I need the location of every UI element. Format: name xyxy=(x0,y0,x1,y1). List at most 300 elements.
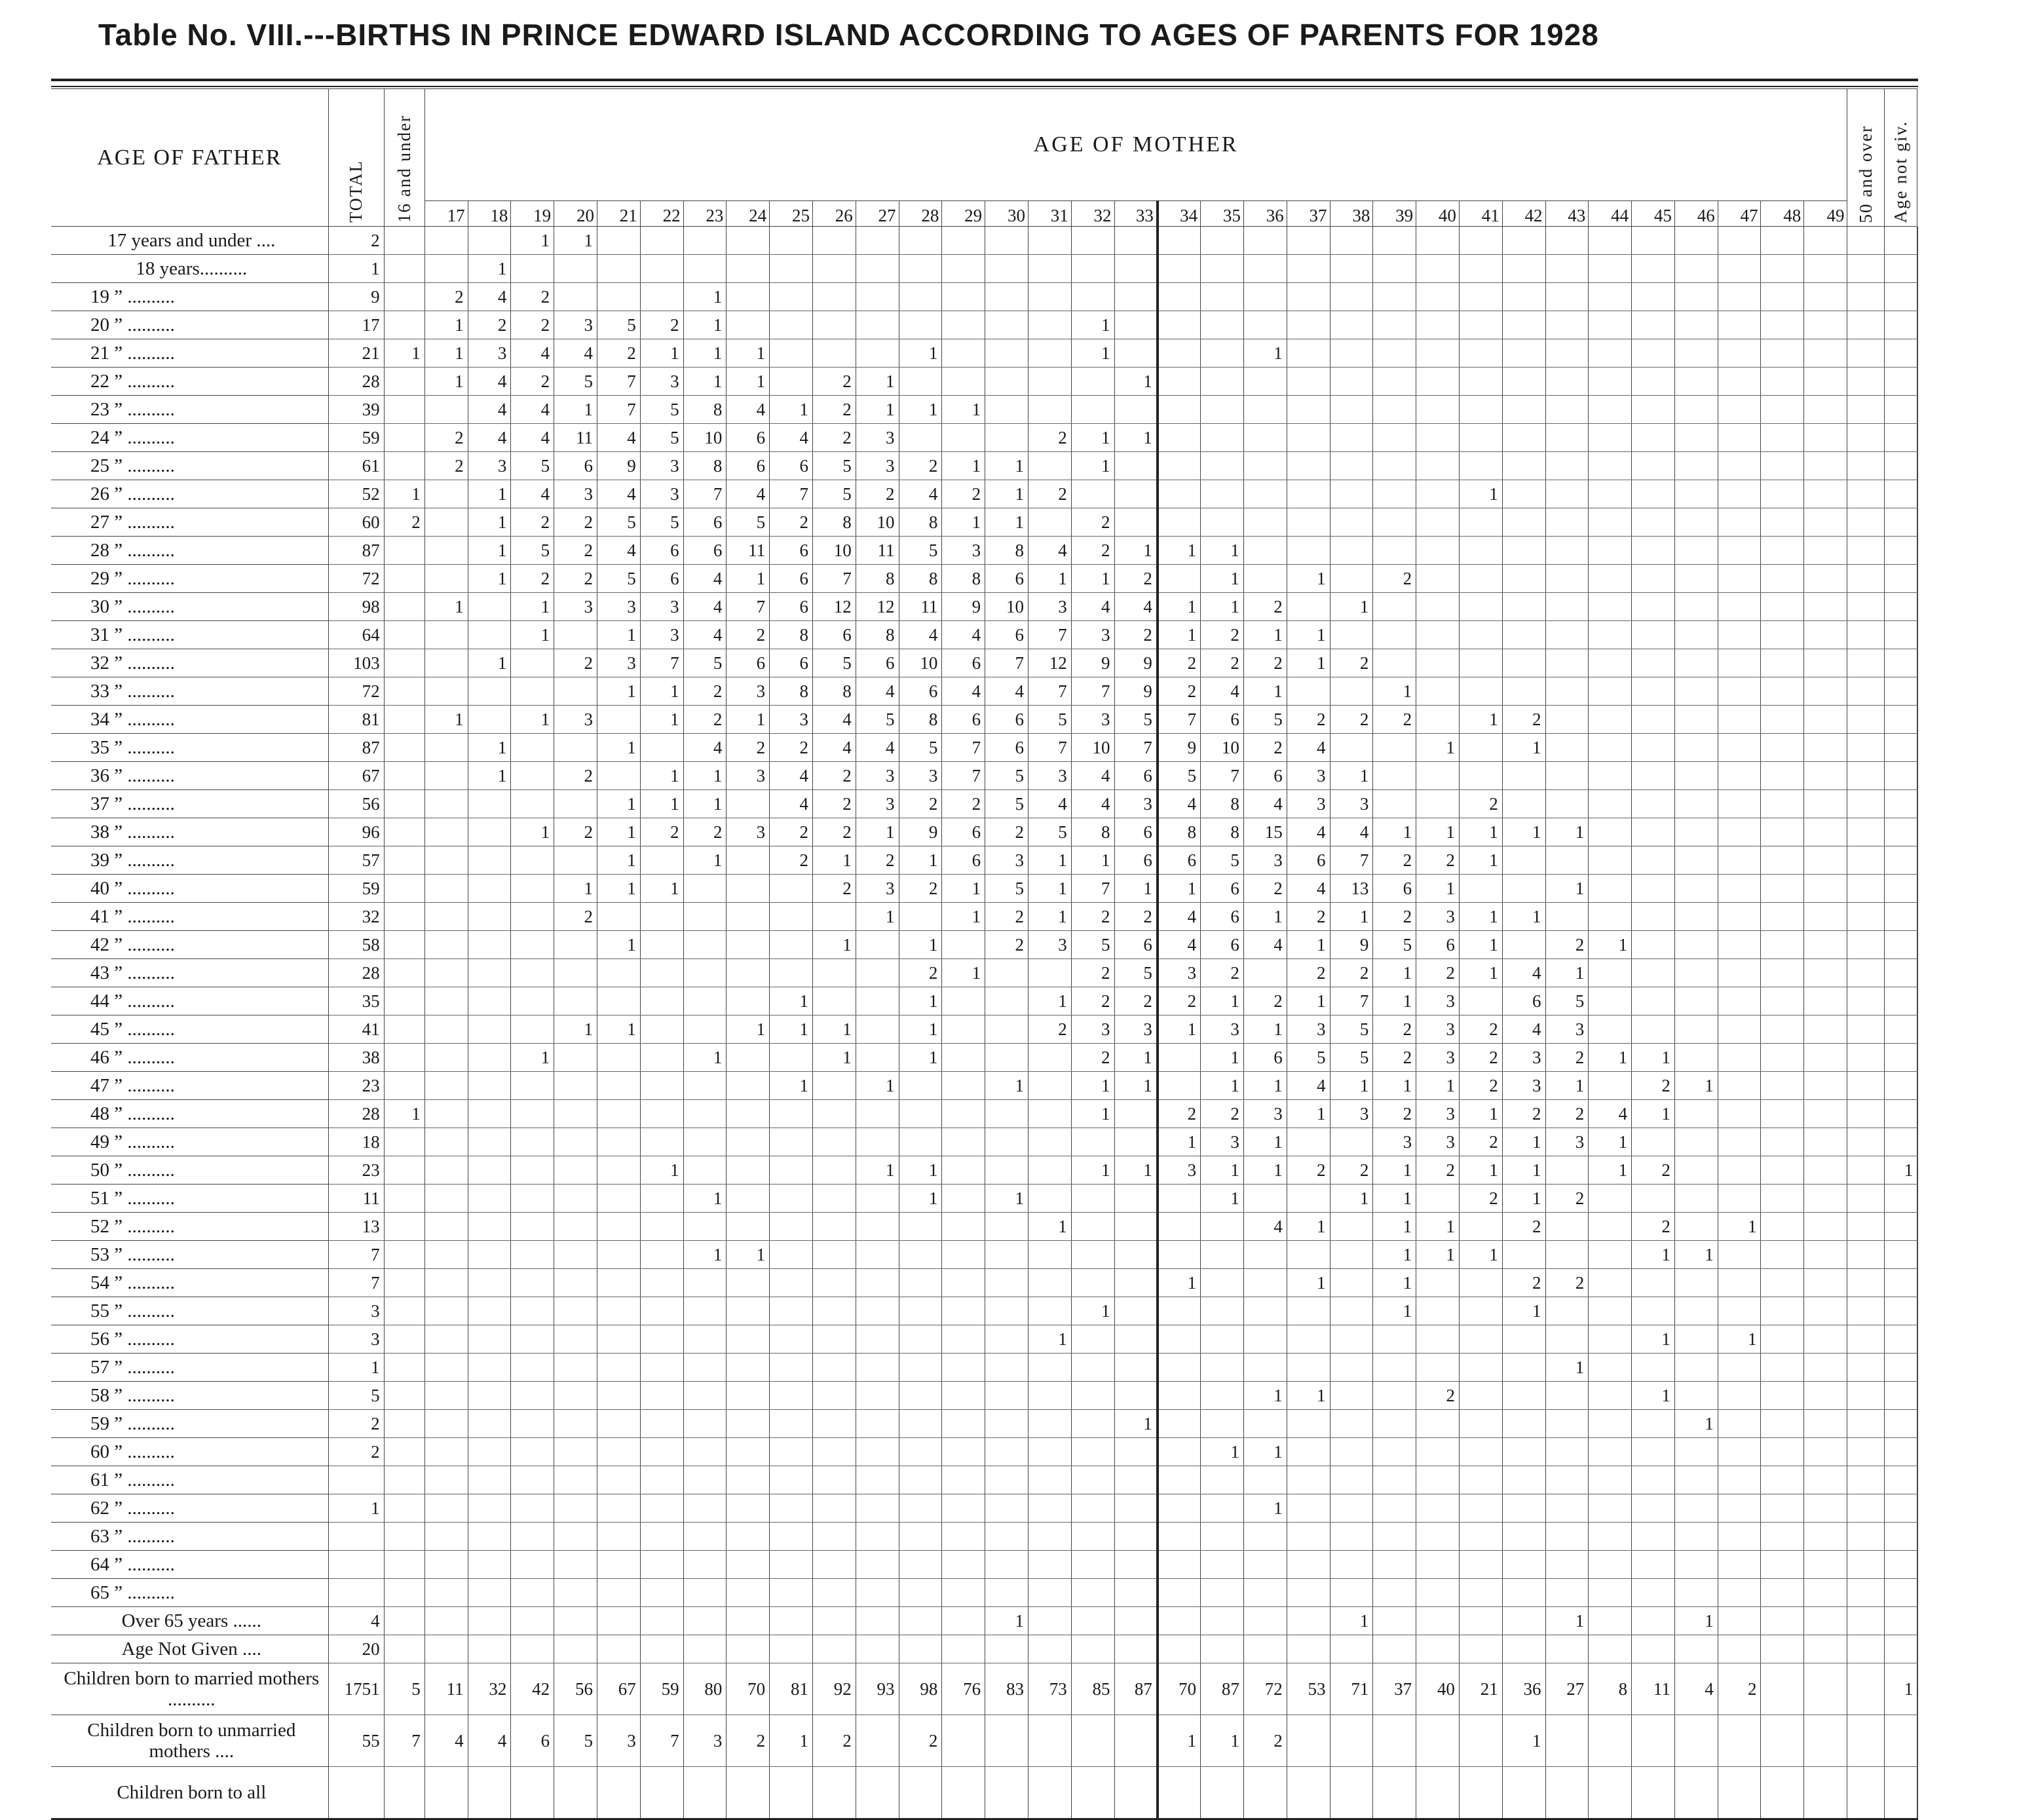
count-cell: 5 xyxy=(812,649,856,677)
count-cell xyxy=(899,1128,942,1156)
count-cell xyxy=(511,1607,554,1635)
count-cell: 1 xyxy=(1885,1156,1917,1185)
count-cell: 3 xyxy=(597,1715,640,1767)
count-cell: 3 xyxy=(1416,1128,1460,1156)
father-age-label: 42 ” .......... xyxy=(51,931,328,959)
count-cell xyxy=(683,1579,726,1607)
count-cell xyxy=(1287,1438,1330,1466)
count-cell xyxy=(1243,1269,1287,1297)
count-cell xyxy=(1330,1466,1373,1494)
count-cell: 3 xyxy=(1416,1044,1460,1072)
count-cell xyxy=(554,1241,597,1269)
count-cell xyxy=(1071,1128,1114,1156)
count-cell xyxy=(1028,255,1071,283)
count-cell xyxy=(425,480,468,508)
count-cell xyxy=(384,1354,425,1382)
count-cell xyxy=(1459,1297,1502,1325)
count-cell xyxy=(899,1494,942,1523)
count-cell xyxy=(1804,903,1847,931)
count-cell: 6 xyxy=(985,706,1028,734)
count-cell: 1 xyxy=(1502,1156,1545,1185)
count-cell xyxy=(1459,677,1502,706)
count-cell xyxy=(1804,734,1847,762)
count-cell xyxy=(1459,875,1502,903)
count-cell: 1 xyxy=(1071,1156,1114,1185)
count-cell xyxy=(1459,987,1502,1015)
father-age-label: 60 ” .......... xyxy=(51,1438,328,1466)
count-cell xyxy=(1330,677,1373,706)
count-cell: 1 xyxy=(856,1156,899,1185)
count-cell xyxy=(1287,1410,1330,1438)
count-cell xyxy=(1416,480,1460,508)
count-cell xyxy=(511,790,554,818)
count-cell: 2 xyxy=(1071,1044,1114,1072)
count-cell xyxy=(554,1438,597,1466)
count-cell: 2 xyxy=(640,311,683,339)
count-cell: 1 xyxy=(1243,1494,1287,1523)
count-cell xyxy=(425,396,468,424)
count-cell: 1 xyxy=(1071,424,1114,452)
count-cell xyxy=(1804,1382,1847,1410)
count-cell: 4 xyxy=(511,396,554,424)
count-cell xyxy=(1674,903,1718,931)
count-cell xyxy=(1847,1128,1885,1156)
count-cell xyxy=(1847,1156,1885,1185)
count-cell xyxy=(899,368,942,396)
count-cell xyxy=(1287,1551,1330,1579)
count-cell xyxy=(1674,706,1718,734)
father-age-label: 37 ” .......... xyxy=(51,790,328,818)
row-total: 72 xyxy=(328,565,384,593)
table-row xyxy=(51,1015,1918,1044)
count-cell xyxy=(1459,1325,1502,1354)
count-cell xyxy=(1287,452,1330,480)
count-cell xyxy=(726,283,770,311)
count-cell xyxy=(1373,1438,1416,1466)
count-cell xyxy=(1718,818,1761,846)
count-cell xyxy=(856,1297,899,1325)
father-age-label: 55 ” .......... xyxy=(51,1297,328,1325)
count-cell xyxy=(1158,1438,1201,1466)
count-cell xyxy=(425,1354,468,1382)
count-cell: 1 xyxy=(856,1072,899,1100)
count-cell: 6 xyxy=(942,846,985,875)
count-cell xyxy=(1028,1466,1071,1494)
count-cell xyxy=(1632,283,1675,311)
table-row xyxy=(51,931,1918,959)
count-cell xyxy=(1917,621,1918,649)
count-cell: 2 xyxy=(899,452,942,480)
count-cell xyxy=(1028,396,1071,424)
count-cell xyxy=(1847,875,1885,903)
count-cell: 1 xyxy=(1373,1297,1416,1325)
count-cell xyxy=(1674,1635,1718,1663)
count-cell xyxy=(856,931,899,959)
row-total: 87 xyxy=(328,734,384,762)
count-cell: 87 xyxy=(1201,1663,1244,1715)
count-cell xyxy=(1158,1354,1201,1382)
count-cell: 4 xyxy=(856,677,899,706)
count-cell xyxy=(1114,508,1158,537)
count-cell xyxy=(1287,339,1330,368)
count-cell xyxy=(1158,368,1201,396)
count-cell xyxy=(1761,1156,1804,1185)
count-cell: 8 xyxy=(812,508,856,537)
count-cell xyxy=(683,1015,726,1044)
count-cell: 8 xyxy=(899,508,942,537)
count-cell xyxy=(384,1156,425,1185)
count-cell: 10 xyxy=(985,593,1028,621)
count-cell xyxy=(1589,1072,1632,1100)
table-row xyxy=(51,1128,1918,1156)
count-cell: 2 xyxy=(425,452,468,480)
count-cell: 4 xyxy=(468,1715,511,1767)
count-cell xyxy=(1804,790,1847,818)
count-cell xyxy=(1589,762,1632,790)
count-cell xyxy=(1502,255,1545,283)
table-row xyxy=(51,424,1918,452)
count-cell xyxy=(511,875,554,903)
count-cell xyxy=(899,1100,942,1128)
row-total: 60 xyxy=(328,508,384,537)
count-cell xyxy=(1502,1325,1545,1354)
count-cell xyxy=(1330,537,1373,565)
count-cell xyxy=(812,1438,856,1466)
count-cell xyxy=(1917,1466,1918,1494)
row-total: 64 xyxy=(328,621,384,649)
count-cell xyxy=(1028,1438,1071,1466)
count-cell: 8 xyxy=(985,537,1028,565)
count-cell: 1 xyxy=(1158,1269,1201,1297)
count-cell xyxy=(640,1494,683,1523)
count-cell: 92 xyxy=(812,1663,856,1715)
count-cell xyxy=(942,1551,985,1579)
count-cell xyxy=(1114,227,1158,255)
count-cell: 5 xyxy=(1071,931,1114,959)
count-cell xyxy=(1761,1494,1804,1523)
count-cell xyxy=(468,1100,511,1128)
count-cell xyxy=(1885,790,1917,818)
count-cell xyxy=(1459,452,1502,480)
count-cell: 1 xyxy=(985,508,1028,537)
count-cell xyxy=(1847,790,1885,818)
count-cell: 8 xyxy=(1201,818,1244,846)
count-cell xyxy=(640,1354,683,1382)
count-cell xyxy=(726,959,770,987)
count-cell xyxy=(1114,255,1158,283)
row-total: 1 xyxy=(328,1494,384,1523)
count-cell xyxy=(1330,368,1373,396)
count-cell xyxy=(511,734,554,762)
count-cell: 5 xyxy=(640,424,683,452)
count-cell xyxy=(1847,1100,1885,1128)
count-cell: 1 xyxy=(1373,987,1416,1015)
count-cell xyxy=(468,818,511,846)
count-cell xyxy=(1114,1715,1158,1767)
count-cell xyxy=(1545,1241,1589,1269)
top-rule-thin xyxy=(51,86,1918,87)
count-cell xyxy=(554,1044,597,1072)
count-cell: 3 xyxy=(1545,1015,1589,1044)
count-cell xyxy=(1917,1494,1918,1523)
count-cell xyxy=(640,987,683,1015)
row-total: 7 xyxy=(328,1241,384,1269)
count-cell: 1 xyxy=(942,903,985,931)
count-cell xyxy=(1917,255,1918,283)
count-cell: 7 xyxy=(812,565,856,593)
count-cell: 7 xyxy=(1071,875,1114,903)
count-cell xyxy=(384,621,425,649)
count-cell: 1 xyxy=(425,706,468,734)
count-cell xyxy=(812,1269,856,1297)
count-cell: 1 xyxy=(468,762,511,790)
count-cell: 3 xyxy=(597,593,640,621)
count-cell xyxy=(856,1269,899,1297)
count-cell: 2 xyxy=(1459,1015,1502,1044)
count-cell xyxy=(726,227,770,255)
count-cell xyxy=(1917,565,1918,593)
count-cell: 1 xyxy=(1158,621,1201,649)
count-cell: 2 xyxy=(1502,706,1545,734)
count-cell xyxy=(1416,452,1460,480)
count-cell xyxy=(1674,424,1718,452)
count-cell xyxy=(985,368,1028,396)
count-cell xyxy=(856,1044,899,1072)
row-total xyxy=(328,1579,384,1607)
count-cell xyxy=(640,1579,683,1607)
count-cell xyxy=(425,1044,468,1072)
count-cell: 4 xyxy=(554,339,597,368)
count-cell xyxy=(1243,1466,1287,1494)
count-cell: 3 xyxy=(856,790,899,818)
count-cell xyxy=(856,255,899,283)
count-cell xyxy=(683,1410,726,1438)
father-age-label: 48 ” .......... xyxy=(51,1100,328,1128)
count-cell: 7 xyxy=(942,762,985,790)
count-cell: 4 xyxy=(468,396,511,424)
count-cell xyxy=(1917,1213,1918,1241)
count-cell xyxy=(1373,1354,1416,1382)
count-cell xyxy=(1632,1523,1675,1551)
count-cell xyxy=(1071,1382,1114,1410)
count-cell xyxy=(1804,1607,1847,1635)
count-cell xyxy=(812,987,856,1015)
count-cell xyxy=(1885,677,1917,706)
count-cell xyxy=(1674,311,1718,339)
count-cell: 1 xyxy=(468,537,511,565)
count-cell xyxy=(942,424,985,452)
count-cell xyxy=(1761,621,1804,649)
count-cell xyxy=(985,1297,1028,1325)
count-cell xyxy=(1459,1715,1502,1767)
count-cell xyxy=(1804,677,1847,706)
count-cell xyxy=(1416,368,1460,396)
count-cell: 1 xyxy=(1416,1213,1460,1241)
count-cell xyxy=(770,1354,813,1382)
count-cell xyxy=(683,1269,726,1297)
father-age-label: 18 years.......... xyxy=(51,255,328,283)
count-cell xyxy=(985,339,1028,368)
count-cell xyxy=(511,1382,554,1410)
count-cell xyxy=(1459,424,1502,452)
count-cell xyxy=(1674,1015,1718,1044)
count-cell xyxy=(899,227,942,255)
count-cell: 7 xyxy=(1028,621,1071,649)
count-cell xyxy=(1330,1551,1373,1579)
count-cell xyxy=(425,621,468,649)
count-cell xyxy=(856,1128,899,1156)
row-total: 28 xyxy=(328,368,384,396)
count-cell: 3 xyxy=(1071,1015,1114,1044)
count-cell: 1 xyxy=(726,565,770,593)
count-cell xyxy=(1917,1100,1918,1128)
count-cell: 2 xyxy=(1373,706,1416,734)
count-cell: 3 xyxy=(683,1715,726,1767)
count-cell xyxy=(1761,1269,1804,1297)
count-cell xyxy=(1287,1579,1330,1607)
count-cell xyxy=(1885,508,1917,537)
count-cell: 2 xyxy=(770,818,813,846)
count-cell: 4 xyxy=(1287,875,1330,903)
count-cell xyxy=(1885,931,1917,959)
count-cell xyxy=(985,1354,1028,1382)
count-cell xyxy=(468,1579,511,1607)
count-cell: 4 xyxy=(1287,818,1330,846)
count-cell xyxy=(1545,255,1589,283)
count-cell xyxy=(726,1044,770,1072)
count-cell: 6 xyxy=(1158,846,1201,875)
count-cell xyxy=(899,903,942,931)
count-cell: 7 xyxy=(1330,846,1373,875)
count-cell: 1 xyxy=(985,1072,1028,1100)
count-cell: 12 xyxy=(812,593,856,621)
count-cell: 1 xyxy=(1201,593,1244,621)
count-cell: 1 xyxy=(1632,1325,1675,1354)
count-cell xyxy=(856,959,899,987)
count-cell xyxy=(1243,1297,1287,1325)
count-cell xyxy=(683,959,726,987)
count-cell xyxy=(1502,762,1545,790)
count-cell xyxy=(1330,227,1373,255)
count-cell xyxy=(770,931,813,959)
count-cell xyxy=(1287,480,1330,508)
count-cell xyxy=(425,1325,468,1354)
count-cell xyxy=(511,1297,554,1325)
count-cell xyxy=(1674,508,1718,537)
count-cell xyxy=(1885,396,1917,424)
count-cell xyxy=(1632,1715,1675,1767)
count-cell xyxy=(1158,1241,1201,1269)
count-cell xyxy=(942,1438,985,1466)
father-age-label: 31 ” .......... xyxy=(51,621,328,649)
count-cell xyxy=(1028,368,1071,396)
count-cell xyxy=(1158,396,1201,424)
count-cell xyxy=(1804,1185,1847,1213)
count-cell: 1 xyxy=(1201,1044,1244,1072)
count-cell xyxy=(985,1494,1028,1523)
count-cell xyxy=(1674,255,1718,283)
table-row xyxy=(51,1044,1918,1072)
count-cell: 1 xyxy=(1071,846,1114,875)
count-cell: 1 xyxy=(683,339,726,368)
count-cell xyxy=(384,677,425,706)
count-cell: 1 xyxy=(1071,1100,1114,1128)
count-cell xyxy=(985,1466,1028,1494)
count-cell: 2 xyxy=(856,846,899,875)
count-cell xyxy=(1459,621,1502,649)
father-age-label: 26 ” .......... xyxy=(51,480,328,508)
count-cell xyxy=(683,1213,726,1241)
row-total: 7 xyxy=(328,1269,384,1297)
count-cell xyxy=(1158,283,1201,311)
count-cell: 1 xyxy=(1243,339,1287,368)
count-cell: 1 xyxy=(597,818,640,846)
table-row xyxy=(51,987,1918,1015)
count-cell: 2 xyxy=(1545,1100,1589,1128)
count-cell xyxy=(1287,283,1330,311)
count-cell: 2 xyxy=(985,818,1028,846)
count-cell: 2 xyxy=(683,818,726,846)
count-cell: 1 xyxy=(425,339,468,368)
count-cell: 2 xyxy=(1502,1269,1545,1297)
count-cell: 2 xyxy=(554,762,597,790)
count-cell xyxy=(1632,1579,1675,1607)
count-cell xyxy=(1330,621,1373,649)
count-cell: 1 xyxy=(683,790,726,818)
count-cell xyxy=(425,959,468,987)
count-cell: 7 xyxy=(1114,734,1158,762)
count-cell xyxy=(1885,649,1917,677)
count-cell: 1 xyxy=(812,1015,856,1044)
count-cell: 1 xyxy=(985,1607,1028,1635)
count-cell xyxy=(1028,959,1071,987)
count-cell xyxy=(1804,1715,1847,1767)
count-cell: 4 xyxy=(683,593,726,621)
count-cell xyxy=(1416,396,1460,424)
count-cell xyxy=(812,227,856,255)
count-cell: 2 xyxy=(1243,1715,1287,1767)
row-total: 39 xyxy=(328,396,384,424)
count-cell xyxy=(554,677,597,706)
count-cell: 1 xyxy=(856,903,899,931)
count-cell: 3 xyxy=(856,424,899,452)
count-cell xyxy=(597,1494,640,1523)
count-cell: 9 xyxy=(1114,677,1158,706)
count-cell xyxy=(468,1185,511,1213)
count-cell: 1 xyxy=(1502,734,1545,762)
count-cell xyxy=(985,1269,1028,1297)
count-cell: 1 xyxy=(1459,706,1502,734)
count-cell xyxy=(640,931,683,959)
count-cell xyxy=(770,227,813,255)
count-cell: 2 xyxy=(1243,875,1287,903)
count-cell: 7 xyxy=(597,396,640,424)
count-cell: 11 xyxy=(726,537,770,565)
row-total: 21 xyxy=(328,339,384,368)
count-cell xyxy=(1632,1635,1675,1663)
count-cell xyxy=(985,1128,1028,1156)
count-cell: 3 xyxy=(1545,1128,1589,1156)
count-cell xyxy=(1917,1354,1918,1382)
count-cell: 1 xyxy=(899,846,942,875)
count-cell: 2 xyxy=(683,677,726,706)
count-cell xyxy=(1330,1494,1373,1523)
father-age-label: Over 65 years ...... xyxy=(51,1607,328,1635)
count-cell xyxy=(1459,1635,1502,1663)
count-cell xyxy=(683,1128,726,1156)
count-cell xyxy=(1847,621,1885,649)
count-cell xyxy=(1917,1072,1918,1100)
